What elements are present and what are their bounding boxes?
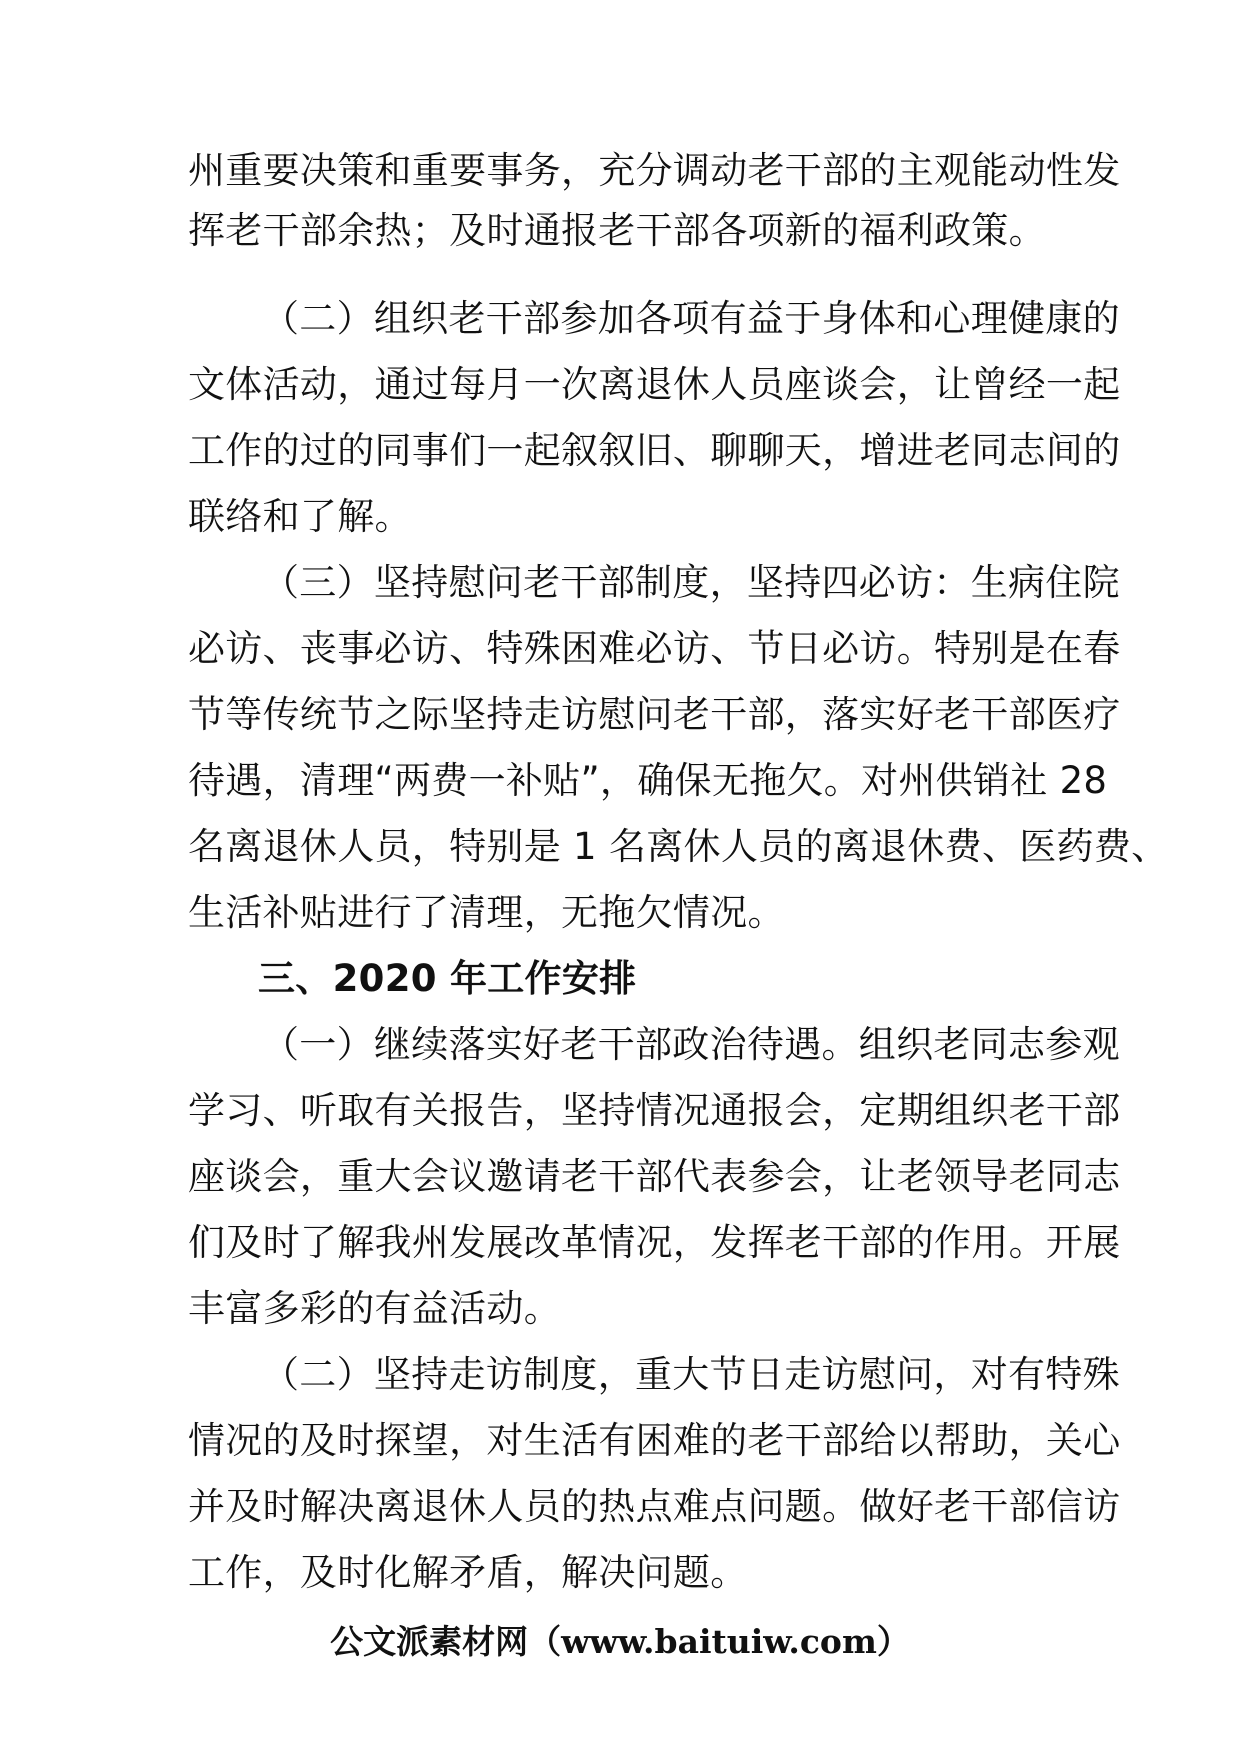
- paragraph-line: 州重要决策和重要事务，充分调动老干部的主观能动性发: [188, 149, 1121, 192]
- paragraph-line: 待遇，清理“两费一补贴”，确保无拖欠。对州供销社 28: [188, 759, 1108, 802]
- paragraph-line: 工作，及时化解矛盾，解决问题。: [188, 1551, 748, 1594]
- paragraph-line: 挥老干部余热；及时通报老干部各项新的福利政策。: [188, 209, 1046, 252]
- paragraph-line: 工作的过的同事们一起叙叙旧、聊聊天，增进老同志间的: [188, 429, 1121, 472]
- paragraph-line: 必访、丧事必访、特殊困难必访、节日必访。特别是在春: [188, 627, 1121, 670]
- paragraph-line: 学习、听取有关报告，坚持情况通报会，定期组织老干部: [188, 1089, 1121, 1132]
- footer-site-name: 公文派素材网: [330, 1622, 529, 1661]
- paragraph-line: 并及时解决离退休人员的热点难点问题。做好老干部信访: [188, 1485, 1121, 1528]
- section-heading: 三、2020 年工作安排: [258, 957, 637, 1000]
- paragraph-line: 文体活动，通过每月一次离退休人员座谈会，让曾经一起: [188, 363, 1121, 406]
- paragraph-line: （三）坚持慰问老干部制度，坚持四必访：生病住院: [262, 561, 1120, 604]
- paragraph-line: （二）坚持走访制度，重大节日走访慰问，对有特殊: [262, 1353, 1120, 1396]
- footer-url[interactable]: （www.baituiw.com）: [528, 1622, 910, 1661]
- paragraph-line: 生活补贴进行了清理，无拖欠情况。: [188, 891, 785, 934]
- footer-source: [0, 1616, 1240, 1663]
- paragraph-line: （二）组织老干部参加各项有益于身体和心理健康的: [262, 297, 1120, 340]
- paragraph-line: 联络和了解。: [188, 495, 412, 538]
- paragraph-line: 名离退休人员，特别是 1 名离休人员的离退休费、医药费、: [188, 825, 1169, 868]
- paragraph-line: 们及时了解我州发展改革情况，发挥老干部的作用。开展: [188, 1221, 1121, 1264]
- paragraph-line: 座谈会，重大会议邀请老干部代表参会，让老领导老同志: [188, 1155, 1121, 1198]
- paragraph-line: （一）继续落实好老干部政治待遇。组织老同志参观: [262, 1023, 1120, 1066]
- paragraph-line: 情况的及时探望，对生活有困难的老干部给以帮助，关心: [188, 1419, 1121, 1462]
- paragraph-line: 节等传统节之际坚持走访慰问老干部，落实好老干部医疗: [188, 693, 1121, 736]
- paragraph-line: 丰富多彩的有益活动。: [188, 1287, 561, 1330]
